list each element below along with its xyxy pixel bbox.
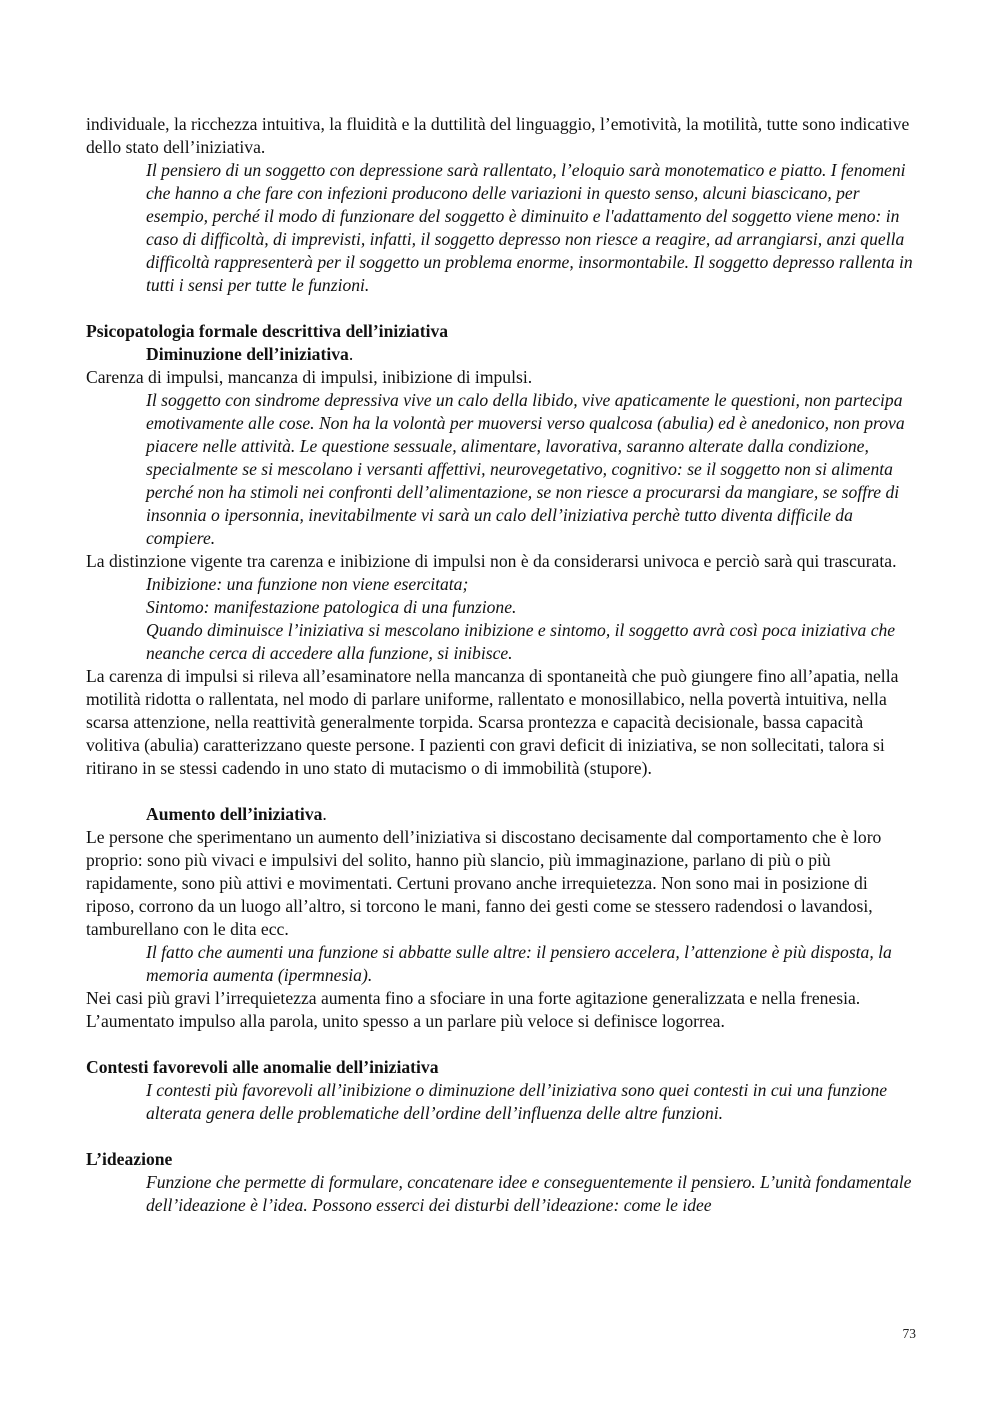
paragraph: individuale, la ricchezza intuitiva, la fluidità e la duttilità del linguaggio, l’emotività, la motilità, tutte sono indicative dello stato dell’iniziativa. xyxy=(86,114,910,157)
italic-paragraph: I contesti più favorevoli all’inibizione o diminuzione dell’iniziativa sono quei contesti in cui una funzione alterata genera delle problematiche dell’ordine dell’influenza delle altre funzioni. xyxy=(146,1080,888,1123)
paragraph: La carenza di impulsi si rileva all’esaminatore nella mancanza di spontaneità che può giungere fino all’apatia, nella motilità ridotta o rallentata, nel modo di parlare uniforme, rallentato e monosillabico, nella povertà intuitiva, nella scarsa attenzione, nella reattività generalmente torpida. Scarsa prontezza e capacità decisionale, bassa capacità volitiva (abulia) caratterizzano queste persone. I pazienti con gravi deficit di iniziativa, se non sollecitati, talora si ritirano in se stessi cadendo in uno stato di mutacismo o di immobilità (stupore). xyxy=(86,666,899,778)
paragraph: La distinzione vigente tra carenza e inibizione di impulsi non è da considerarsi univoca e perciò sarà qui trascurata. xyxy=(86,551,897,571)
subsection-heading xyxy=(146,803,918,826)
subsection-heading-text: Aumento dell’iniziativa xyxy=(146,804,323,824)
heading-period: . xyxy=(322,804,327,824)
italic-paragraph: Il soggetto con sindrome depressiva vive un calo della libido, vive apaticamente le questioni, non partecipa emotivamente alle cose. Non ha la volontà per muoversi verso qualcosa (abulia) ed è anedonico, non prova piacere nelle attività. Le questione sessuale, alimentare, lavorativa, saranno alterate dalla condizione, specialmente se si mescolano i versanti affettivi, neurovegetativo, cognitivo: se il soggetto non si alimenta perché non ha stimoli nei confronti dell’alimentazione, se non riesce a procurarsi da mangiare, se soffre di insonnia o ipersonnia, inevitabilmente vi sarà un calo dell’iniziativa perchè tutto diventa difficile da compiere. xyxy=(146,390,905,548)
italic-paragraph: Funzione che permette di formulare, concatenare idee e conseguentemente il pensiero. L’unità fondamentale dell’ideazione è l’idea. Possono esserci dei disturbi dell’ideazione: come le idee xyxy=(146,1172,912,1215)
paragraph: Le persone che sperimentano un aumento dell’iniziativa si discostano decisamente dal comportamento che è loro proprio: sono più vivaci e impulsivi del solito, hanno più slancio, più immaginazione, parlano di più o più rapidamente, sono più attivi e movimentati. Certuni provano anche irrequietezza. Non sono mai in posizione di riposo, corrono da un luogo all’altro, si torcono le mani, fanno dei gesti come se stessero radendosi o lavandosi, tamburellano con le dita ecc. xyxy=(86,827,882,939)
page-number: 73 xyxy=(902,1326,916,1341)
heading-period: . xyxy=(348,344,354,364)
paragraph: Nei casi più gravi l’irrequietezza aumenta fino a sfociare in una forte agitazione generalizzata e nella frenesia. L’aumentato impulso alla parola, unito spesso a un parlare più veloce si definisce logorrea. xyxy=(86,988,861,1031)
section-heading: Contesti favorevoli alle anomalie dell’iniziativa xyxy=(86,1057,439,1077)
paragraph: Carenza di impulsi, mancanza di impulsi, inibizione di impulsi. xyxy=(86,367,533,387)
italic-paragraph: Il pensiero di un soggetto con depressione sarà rallentato, l’eloquio sarà monotematico e piatto. I fenomeni che hanno a che fare con infezioni producono delle variazioni in questo senso, alcuni biascicano, per esempio, perché il modo di funzionare del soggetto è diminuito e l'adattamento del soggetto viene meno: in caso di difficoltà, di imprevisti, infatti, il soggetto depresso non riesce a reagire, ad arrangiarsi, anzi quella difficoltà rappresenterà per il soggetto un problema enorme, insormontabile. Il soggetto depresso rallenta in tutti i sensi per tutte le funzioni. xyxy=(146,160,913,295)
italic-line: Inibizione: una funzione non viene esercitata; xyxy=(146,574,469,594)
subsection-heading-text: Diminuzione dell’iniziativa xyxy=(146,344,349,364)
italic-line: Sintomo: manifestazione patologica di una funzione. xyxy=(146,597,517,617)
italic-paragraph: Il fatto che aumenti una funzione si abbatte sulle altre: il pensiero accelera, l’attenzione è più disposta, la memoria aumenta (ipermnesia). xyxy=(146,942,892,985)
page-content xyxy=(86,113,918,1217)
subsection-heading xyxy=(146,343,918,366)
section-heading: Psicopatologia formale descrittiva dell’iniziativa xyxy=(86,321,449,341)
italic-paragraph: Quando diminuisce l’iniziativa si mescolano inibizione e sintomo, il soggetto avrà così poca iniziativa che neanche cerca di accedere alla funzione, si inibisce. xyxy=(146,620,896,663)
section-heading: L’ideazione xyxy=(86,1149,173,1169)
